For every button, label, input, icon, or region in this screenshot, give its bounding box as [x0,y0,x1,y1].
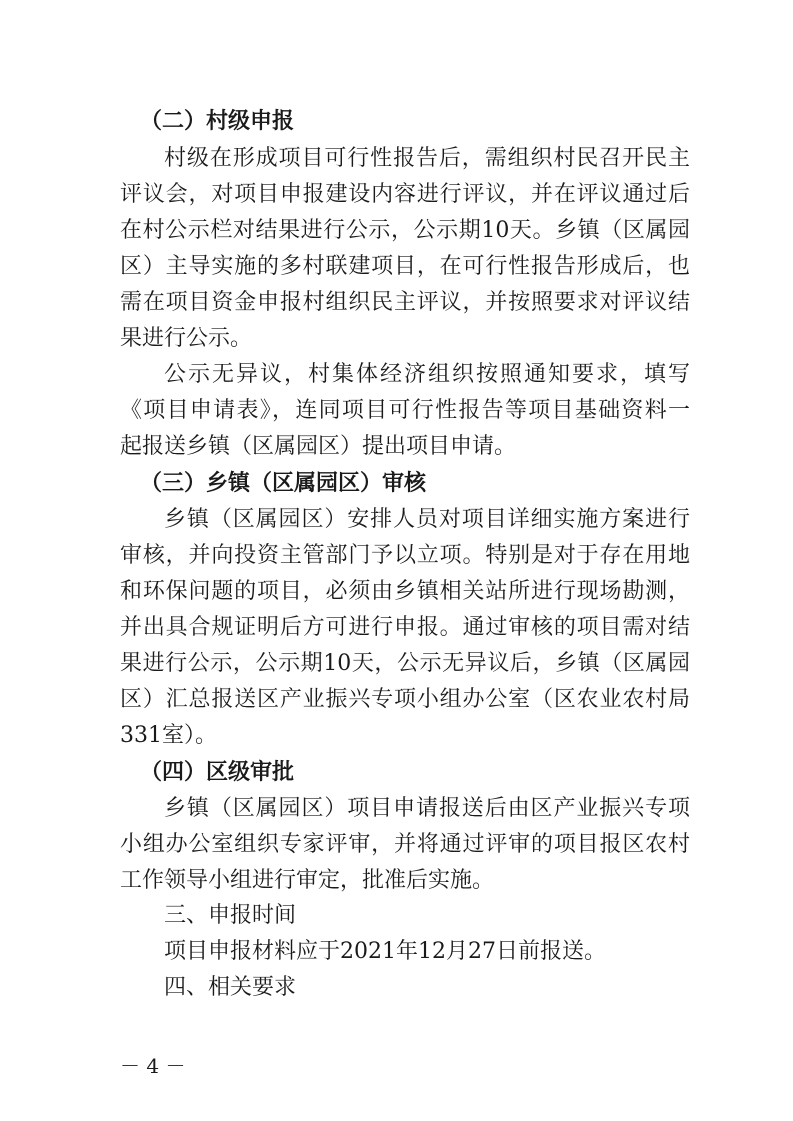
text-line: 工作领导小组进行审定，批准后实施。 [120,868,495,893]
heading-district: （四）区级审批 [140,760,295,785]
text-line: 果进行公示，公示期10天，公示无异议后，乡镇（区属园 [120,651,690,676]
text-line: 项目申报材料应于2021年12月27日前报送。 [164,939,606,964]
text-line: 《项目申请表》，连同项目可行性报告等项目基础资料一 [120,398,690,423]
text-line: 审核，并向投资主管部门予以立项。特别是对于存在用地 [120,543,690,568]
text-line: 起报送乡镇（区属园区）提出项目申请。 [120,434,517,459]
text-line: 在村公示栏对结果进行公示，公示期10天。乡镇（区属园 [120,218,690,243]
page-number: － 4 － [120,1054,186,1078]
text-line: 公示无异议，村集体经济组织按照通知要求，填写 [164,362,690,387]
text-line: 区）主导实施的多村联建项目，在可行性报告形成后，也 [120,254,690,279]
text-line: 果进行公示。 [120,326,253,351]
text-line: 并出具合规证明后方可进行申报。通过审核的项目需对结 [120,615,690,640]
text-line: 和环保问题的项目，必须由乡镇相关站所进行现场勘测， [120,579,690,604]
text-line: 需在项目资金申报村组织民主评议，并按照要求对评议结 [120,290,690,315]
heading-requirements: 四、相关要求 [164,975,297,1000]
text-line: 乡镇（区属园区）项目申请报送后由区产业振兴专项 [164,796,690,821]
text-line: 村级在形成项目可行性报告后，需组织村民召开民主 [164,146,690,171]
heading-village: （二）村级申报 [140,109,295,134]
heading-time: 三、申报时间 [164,903,297,928]
text-line: 331室）。 [120,723,217,748]
text-line: 乡镇（区属园区）安排人员对项目详细实施方案进行 [164,507,690,532]
heading-town: （三）乡镇（区属园区）审核 [140,471,427,496]
text-line: 区）汇总报送区产业振兴专项小组办公室（区农业农村局 [120,687,690,712]
text-line: 小组办公室组织专家评审，并将通过评审的项目报区农村 [120,832,690,857]
text-line: 评议会，对项目申报建设内容进行评议，并在评议通过后 [120,182,690,207]
